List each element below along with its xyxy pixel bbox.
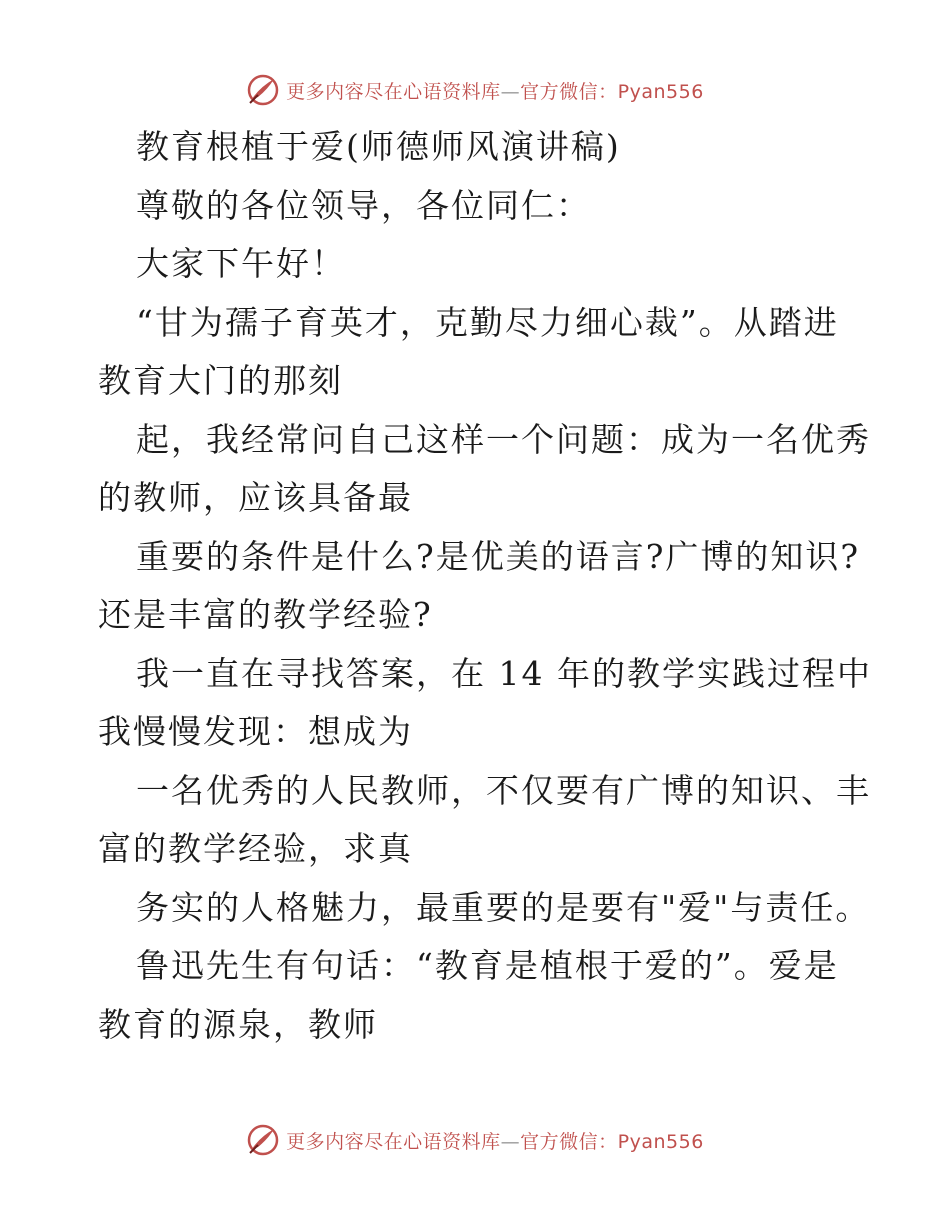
text-line: 还是丰富的教学经验? — [98, 595, 433, 634]
text-line: 大家下午好！ — [136, 244, 346, 283]
banner-wechat-text: 官方微信：Pyan556 — [520, 1130, 704, 1153]
text-line: 教育大门的那刻 — [98, 361, 343, 400]
quill-pen-logo-icon — [246, 73, 280, 107]
text-line: 富的教学经验，求真 — [98, 829, 413, 868]
text-line: 鲁迅先生有句话：“教育是植根于爱的”。爱是 — [136, 946, 839, 985]
text-line: 尊敬的各位领导，各位同仁： — [136, 185, 591, 225]
text-line: 一名优秀的人民教师，不仅要有广博的知识、丰 — [136, 770, 871, 810]
text-line: 务实的人格魅力，最重要的是要有"爱"与责任。 — [136, 887, 871, 927]
document-body — [98, 118, 872, 1054]
banner-separator: — — [500, 1130, 521, 1153]
text-line: “甘为孺子育英才，克勤尽力细心裁”。从踏进 — [136, 302, 839, 342]
header-banner — [0, 70, 950, 110]
footer-banner — [0, 1120, 950, 1160]
banner-main-text: 更多内容尽在心语资料库 — [286, 80, 501, 103]
banner-wechat-text: 官方微信：Pyan556 — [520, 80, 704, 103]
text-line: 重要的条件是什么?是优美的语言?广博的知识? — [136, 536, 861, 576]
header-banner-text — [286, 77, 704, 104]
banner-separator: — — [500, 80, 521, 103]
text-line: 的教师，应该具备最 — [98, 478, 413, 517]
footer-banner-content — [246, 1123, 704, 1157]
footer-banner-text — [286, 1127, 704, 1154]
banner-main-text: 更多内容尽在心语资料库 — [286, 1130, 501, 1153]
text-line: 我慢慢发现：想成为 — [98, 712, 413, 751]
text-line: 教育的源泉，教师 — [98, 1004, 378, 1044]
text-line: 我一直在寻找答案，在 14 年的教学实践过程中 — [136, 653, 872, 693]
text-line: 起，我经常问自己这样一个问题：成为一名优秀 — [136, 419, 871, 459]
quill-pen-logo-icon — [246, 1123, 280, 1157]
header-banner-content — [246, 73, 704, 107]
text-line: 教育根植于爱(师德师风演讲稿) — [136, 127, 621, 166]
